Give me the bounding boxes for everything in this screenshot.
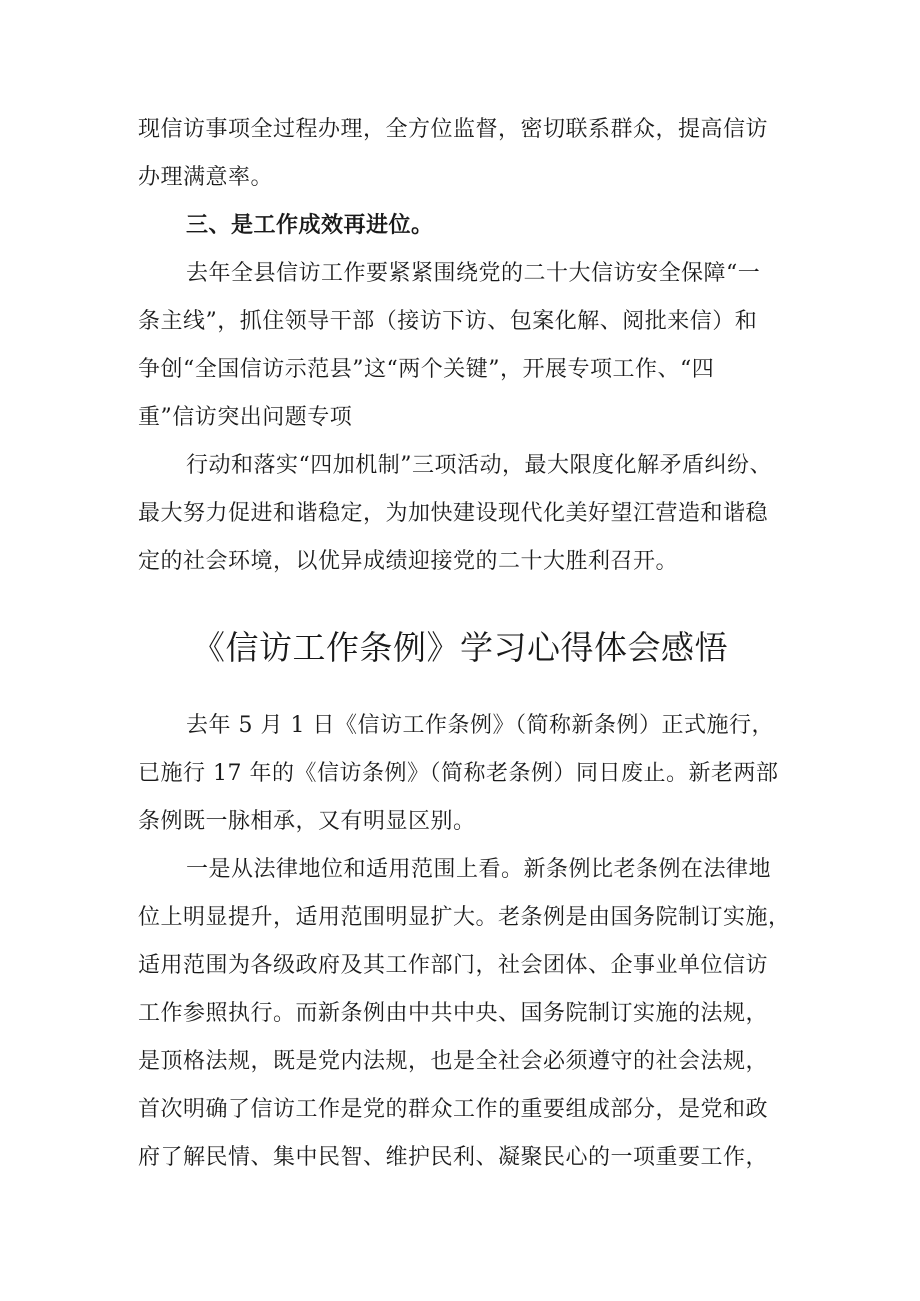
text-line: 府了解民情、集中民智、维护民利、凝聚民心的一项重要工作， bbox=[138, 1145, 769, 1170]
text-line: 行动和落实“四加机制”三项活动，最大限度化解矛盾纠纷、 bbox=[186, 453, 772, 478]
text-line: 去年全县信访工作要紧紧围绕党的二十大信访安全保障“一 bbox=[186, 261, 761, 286]
text-line: 去年 5 月 1 日《信访工作条例》（简称新条例）正式施行， bbox=[186, 713, 774, 738]
text-line: 现信访事项全过程办理，全方位监督，密切联系群众，提高信访 bbox=[138, 117, 769, 142]
text-line: 条例既一脉相承，又有明显区别。 bbox=[138, 809, 476, 834]
text-line: 位上明显提升，适用范围明显扩大。老条例是由国务院制订实施， bbox=[138, 905, 791, 930]
text-line: 办理满意率。 bbox=[138, 165, 274, 190]
text-line: 已施行 17 年的《信访条例》（简称老条例）同日废止。新老两部 bbox=[138, 761, 779, 786]
section-heading: 三、是工作成效再进位。 bbox=[186, 213, 434, 238]
text-line: 是顶格法规，既是党内法规，也是全社会必须遵守的社会法规， bbox=[138, 1049, 769, 1074]
text-line: 最大努力促进和谐稳定，为加快建设现代化美好望江营造和谐稳 bbox=[138, 501, 769, 526]
text-line: 重”信访突出问题专项 bbox=[138, 405, 353, 430]
text-line: 工作参照执行。而新条例由中共中央、国务院制订实施的法规， bbox=[138, 1001, 769, 1026]
text-line: 争创“全国信访示范县”这“两个关键”，开展专项工作、“四 bbox=[138, 357, 715, 382]
article-title: 《信访工作条例》学习心得体会感悟 bbox=[192, 628, 728, 667]
text-line: 适用范围为各级政府及其工作部门，社会团体、企事业单位信访 bbox=[138, 953, 769, 978]
text-line: 条主线”，抓住领导干部（接访下访、包案化解、阅批来信）和 bbox=[138, 309, 758, 334]
text-line: 一是从法律地位和适用范围上看。新条例比老条例在法律地 bbox=[186, 857, 772, 882]
text-line: 定的社会环境，以优异成绩迎接党的二十大胜利召开。 bbox=[138, 549, 679, 574]
text-line: 首次明确了信访工作是党的群众工作的重要组成部分，是党和政 bbox=[138, 1097, 769, 1122]
